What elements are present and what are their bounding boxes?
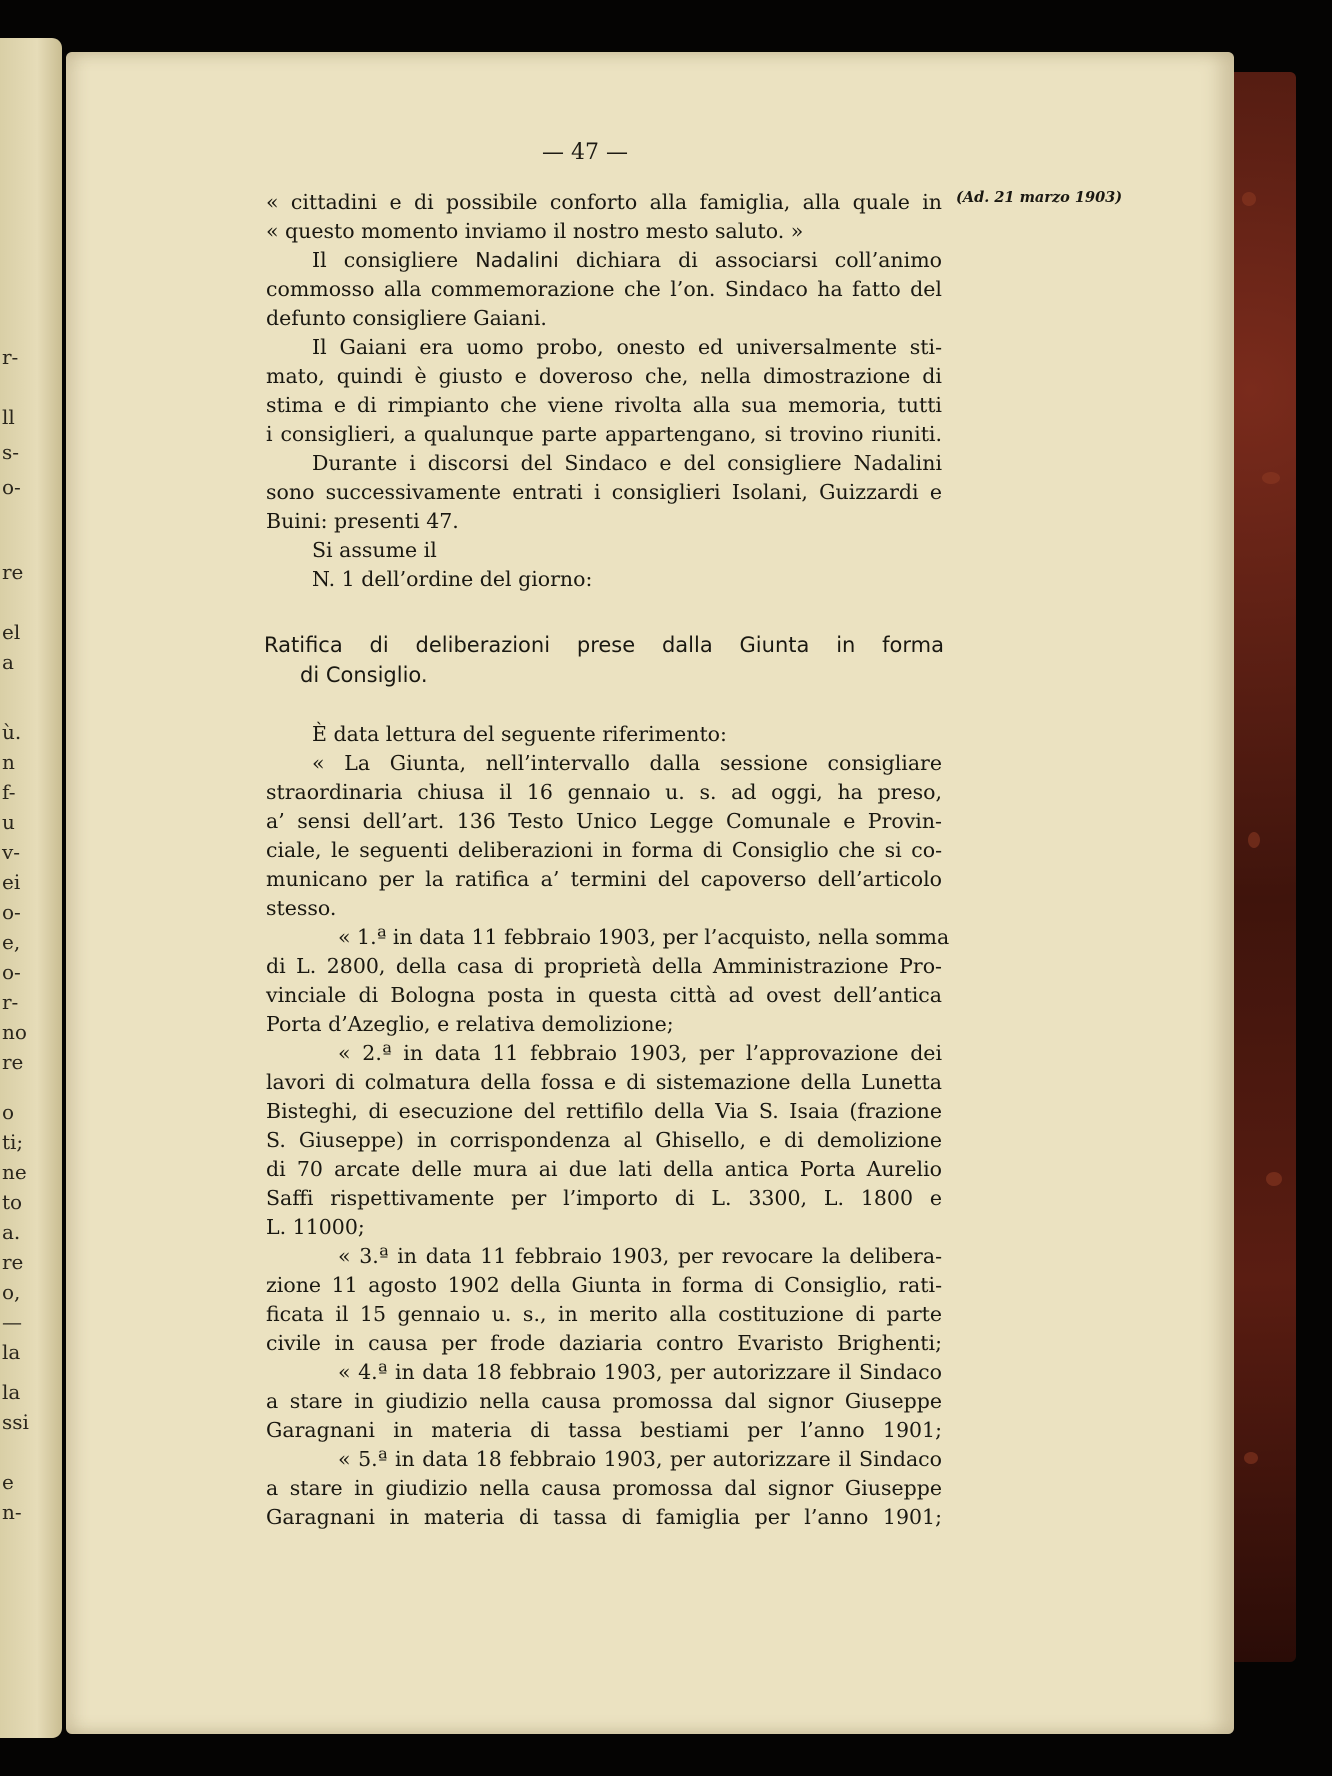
- facing-page-fragment: no: [2, 1020, 27, 1044]
- facing-page-fragment: o: [2, 1100, 15, 1124]
- facing-page-fragment: la: [2, 1380, 21, 1404]
- text-line: L. 11000;: [266, 1215, 365, 1239]
- section-heading-line2: di Consiglio.: [300, 663, 428, 687]
- text-line: Buini: presenti 47.: [266, 509, 459, 533]
- text-line: [266, 246, 942, 275]
- text-line: Durante i discorsi del Sindaco e del consigliere Nadalini: [312, 451, 942, 475]
- facing-page-fragment: re: [2, 1250, 24, 1274]
- facing-page-fragment: re: [2, 1050, 24, 1074]
- facing-page-fragment: u: [2, 810, 15, 834]
- text-line: a’ sensi dell’art. 136 Testo Unico Legge Comunale e Provin-: [266, 809, 942, 833]
- facing-page-fragment: o,: [2, 1280, 21, 1304]
- facing-page-fragment: re: [2, 560, 24, 584]
- facing-page-fragment: el: [2, 620, 21, 644]
- facing-page-fragment: ei: [2, 870, 21, 894]
- text-line: « 5.ª in data 18 febbraio 1903, per autorizzare il Sindaco: [338, 1447, 942, 1471]
- facing-page-fragment: —: [2, 1310, 22, 1334]
- margin-date-note: (Ad. 21 marzo 1903): [956, 189, 1123, 206]
- facing-page-fragment: to: [2, 1190, 23, 1214]
- text-line: ciale, le seguenti deliberazioni in forma di Consiglio che si co-: [266, 838, 942, 862]
- text-line: « 4.ª in data 18 febbraio 1903, per autorizzare il Sindaco: [338, 1360, 942, 1384]
- facing-page-fragment: la: [2, 1340, 21, 1364]
- facing-page-fragment: s-: [2, 440, 20, 464]
- text-line: « questo momento inviamo il nostro mesto saluto. »: [266, 219, 804, 243]
- text-line: stima e di rimpianto che viene rivolta alla sua memoria, tutti: [266, 393, 942, 417]
- text-line: « La Giunta, nell’intervallo dalla sessione consigliare: [312, 751, 942, 775]
- text-line: a stare in giudizio nella causa promossa dal signor Giuseppe: [266, 1476, 942, 1500]
- facing-page-fragment: a.: [2, 1220, 21, 1244]
- text-line: civile in causa per frode daziaria contro Evaristo Brighenti;: [266, 1331, 942, 1355]
- facing-page-edge: [0, 38, 62, 1738]
- text-line: Bisteghi, di esecuzione del rettifilo della Via S. Isaia (frazione: [266, 1099, 942, 1123]
- text-line: i consiglieri, a qualunque parte appartengano, si trovino riuniti.: [266, 422, 942, 446]
- text-line: commosso alla commemorazione che l’on. Sindaco ha fatto del: [266, 277, 942, 301]
- facing-page-fragment: e: [2, 1470, 14, 1494]
- facing-page-fragment: ti;: [2, 1130, 24, 1154]
- facing-page-fragment: r-: [2, 990, 19, 1014]
- section-heading-line1: Ratifica di deliberazioni prese dalla Giunta in forma: [264, 633, 944, 657]
- text-line: N. 1 dell’ordine del giorno:: [312, 567, 593, 591]
- text-line: mato, quindi è giusto e doveroso che, nella dimostrazione di: [266, 364, 942, 388]
- text-line: di L. 2800, della casa di proprietà della Amministrazione Pro-: [266, 954, 942, 978]
- facing-page-fragment: v-: [2, 840, 21, 864]
- facing-page-fragment: o-: [2, 900, 21, 924]
- facing-page-fragment: o-: [2, 475, 21, 499]
- text-line: Il Gaiani era uomo probo, onesto ed universalmente sti-: [312, 335, 942, 359]
- facing-page-fragment: ù.: [2, 720, 22, 744]
- text-line: sono successivamente entrati i consiglieri Isolani, Guizzardi e: [266, 480, 942, 504]
- text-line: zione 11 agosto 1902 della Giunta in forma di Consiglio, rati-: [266, 1273, 942, 1297]
- text-line: Garagnani in materia di tassa bestiami per l’anno 1901;: [266, 1418, 942, 1442]
- page-number: — 47 —: [542, 140, 628, 165]
- text-line: straordinaria chiusa il 16 gennaio u. s. ad oggi, ha preso,: [266, 780, 942, 804]
- facing-page-fragment: ssi: [2, 1410, 29, 1434]
- text-line: « 3.ª in data 11 febbraio 1903, per revocare la delibera-: [338, 1244, 942, 1268]
- text-line: stesso.: [266, 896, 337, 920]
- name-nadalini: Nadalini: [475, 248, 559, 272]
- facing-page-fragment: e,: [2, 930, 21, 954]
- text-line: a stare in giudizio nella causa promossa dal signor Giuseppe: [266, 1389, 942, 1413]
- text-line: « 2.ª in data 11 febbraio 1903, per l’approvazione dei: [338, 1041, 942, 1065]
- facing-page-fragment: a: [2, 650, 14, 674]
- text-span: dichiara di associarsi coll’animo: [575, 248, 942, 272]
- facing-page-fragment: f-: [2, 780, 16, 804]
- facing-page-fragment: o-: [2, 960, 21, 984]
- facing-page-fragment: n: [2, 750, 15, 774]
- text-line: di 70 arcate delle mura ai due lati della antica Porta Aurelio: [266, 1157, 942, 1181]
- text-line: È data lettura del seguente riferimento:: [312, 722, 727, 746]
- text-line: Si assume il: [312, 538, 437, 562]
- text-line: lavori di colmatura della fossa e di sistemazione della Lunetta: [266, 1070, 942, 1094]
- text-line: defunto consigliere Gaiani.: [266, 306, 547, 330]
- text-span: Il consigliere: [312, 248, 459, 272]
- book-cover-edge: [1232, 72, 1296, 1662]
- text-line: « cittadini e di possibile conforto alla famiglia, alla quale in: [266, 190, 942, 214]
- text-line: Porta d’Azeglio, e relativa demolizione;: [266, 1012, 674, 1036]
- text-line: vinciale di Bologna posta in questa città ad ovest dell’antica: [266, 983, 942, 1007]
- text-line: ficata il 15 gennaio u. s., in merito alla costituzione di parte: [266, 1302, 942, 1326]
- text-line: S. Giuseppe) in corrispondenza al Ghisello, e di demolizione: [266, 1128, 942, 1152]
- facing-page-fragment: ll: [2, 405, 15, 429]
- text-line: Saffi rispettivamente per l’importo di L. 3300, L. 1800 e: [266, 1186, 942, 1210]
- facing-page-fragment: r-: [2, 345, 19, 369]
- text-line: « 1.ª in data 11 febbraio 1903, per l’acquisto, nella somma: [338, 925, 950, 949]
- facing-page-fragment: ne: [2, 1160, 27, 1184]
- text-line: municano per la ratifica a’ termini del capoverso dell’articolo: [266, 867, 942, 891]
- text-line: Garagnani in materia di tassa di famiglia per l’anno 1901;: [266, 1505, 942, 1529]
- facing-page-fragment: n-: [2, 1500, 22, 1524]
